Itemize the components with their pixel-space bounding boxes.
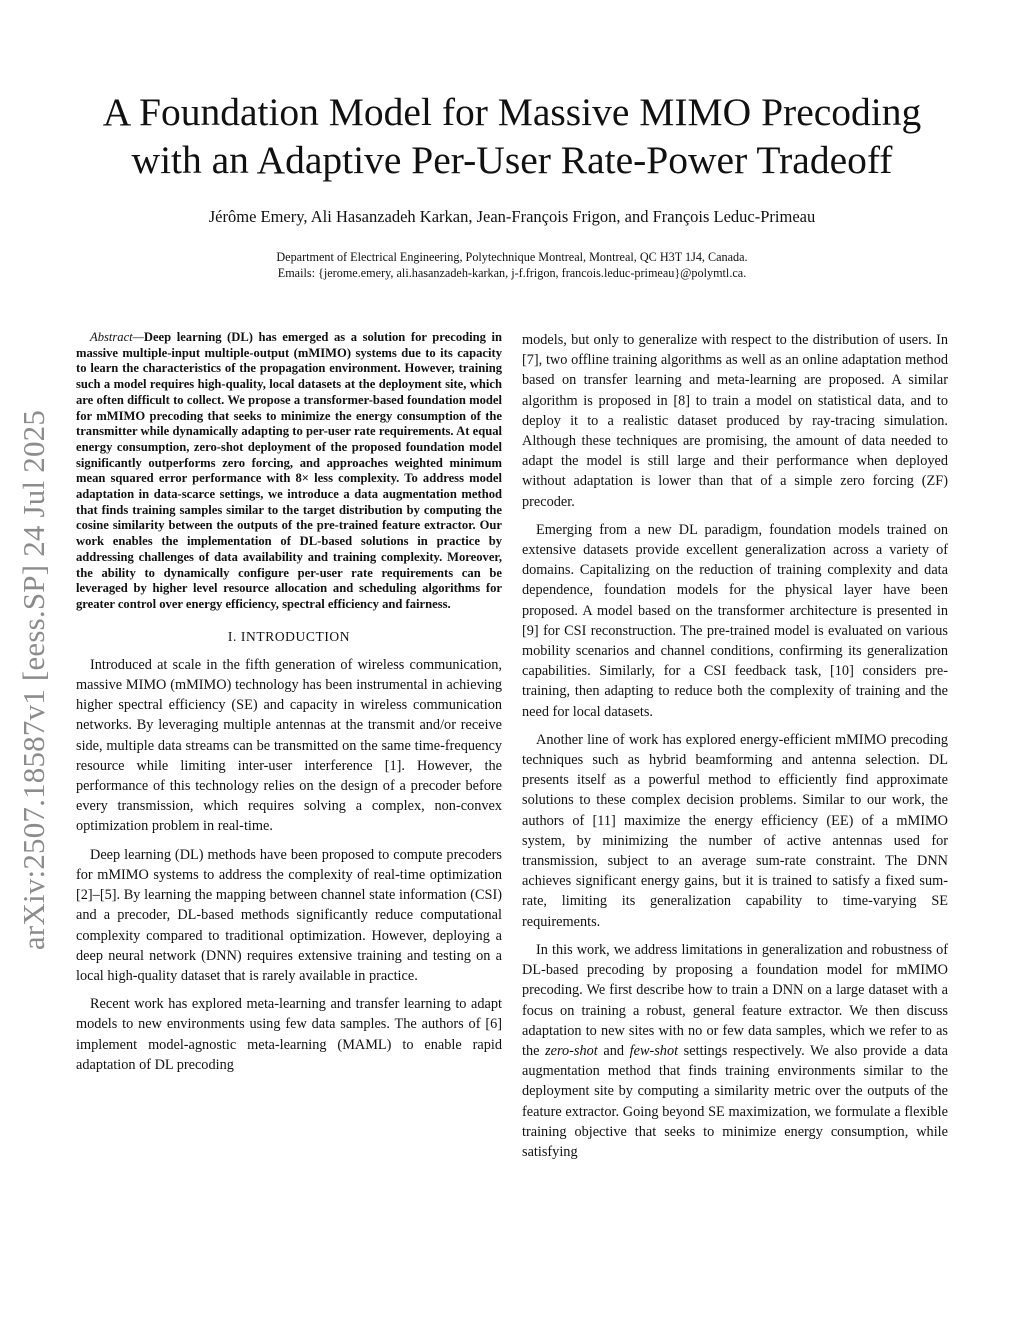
left-column [76, 330, 502, 1083]
affiliation-block [0, 249, 1024, 281]
abstract [76, 330, 502, 613]
abstract-text: Deep learning (DL) has emerged as a solution for precoding in massive multiple-input multiple-output (mMIMO) systems due to its capacity to learn the characteristics of the propagation environment. However, training such a model requires high-quality, local datasets at the deployment site, which are often difficult to collect. We propose a transformer-based foundation model for mMIMO precoding that seeks to minimize the energy consumption of the transmitter while dynamically adapting to per-user rate requirements. At equal energy consumption, zero-shot deployment of the proposed foundation model significantly outperforms zero forcing, and approaches weighted minimum mean squared error performance with 8× less complexity. To address model adaptation in data-scarce settings, we introduce a data augmentation method that finds training samples similar to the target distribution by computing the cosine similarity between the outputs of the pre-trained feature extractor. Our work enables the implementation of DL-based solutions in practice by addressing challenges of data availability and training complexity. Moreover, the ability to dynamically configure per-user rate requirements can be leveraged by higher level resource allocation and scheduling algorithms for greater control over energy efficiency, spectral efficiency and fairness. [76, 330, 502, 611]
intro-paragraph-5: Another line of work has explored energy-efficient mMIMO precoding techniques such as hybrid beamforming and antenna selection. DL presents itself as a powerful method to efficiently find approximate solutions to these complex decision problems. Similar to our work, the authors of [11] maximize the energy efficiency (EE) of a mMIMO system, by minimizing the number of active antennas used for transmission, subject to an average sum-rate constraint. The DNN achieves significant energy gains, but it is trained to satisfy a fixed sum-rate, limiting its generalization capability to time-varying SE requirements. [522, 731, 948, 930]
p6-text-c: settings respectively. We also provide a data augmentation method that finds training environments similar to the deployment site by computing a similarity metric over the outputs of the feature extractor. Going beyond SE maximization, we formulate a flexible training objective that seeks to minimize energy consumption, while satisfying [522, 1042, 949, 1160]
section-heading-introduction: I. INTRODUCTION [227, 628, 351, 644]
arxiv-identifier-text: arXiv:2507.18587v1 [eess.SP] 24 Jul 2025 [16, 409, 51, 951]
title-line-1: A Foundation Model for Massive MIMO Precoding [102, 90, 922, 134]
right-column [522, 330, 948, 1170]
p6-text-a: In this work, we address limitations in generalization and robustness of DL-based precoding by proposing a foundation model for mMIMO precoding. We first describe how to train a DNN on a large dataset with a focus on training a robust, general feature extractor. We then discuss adaptation to new sites with no or few data samples, which we refer to as the [522, 941, 948, 1059]
affiliation: Department of Electrical Engineering, Polytechnique Montreal, Montreal, QC H3T 1J4, Canada. [276, 250, 748, 264]
intro-paragraph-6 [522, 940, 948, 1162]
title-line-2: with an Adaptive Per-User Rate-Power Tradeoff [131, 138, 893, 182]
author-list: Jérôme Emery, Ali Hasanzadeh Karkan, Jean-François Frigon, and François Leduc-Primeau [208, 207, 816, 226]
p6-text-b: and [597, 1042, 630, 1059]
intro-paragraph-4: Emerging from a new DL paradigm, foundation models trained on extensive datasets provide excellent generalization across a variety of domains. Capitalizing on the reduction of training complexity and data dependence, foundation models for the physical layer have been proposed. A model based on the transformer architecture is presented in [9] for CSI reconstruction. The pre-trained model is evaluated on various mobility scenarios and channel conditions, confirming its generalization capabilities. Similarly, for a CSI feedback task, [10] considers pre-training, then adapting to reduce both the complexity of training and the need for local datasets. [522, 521, 948, 720]
abstract-label: Abstract— [90, 330, 144, 344]
p6-zero-shot: zero-shot [545, 1042, 598, 1059]
intro-paragraph-3-continued: models, but only to generalize with respect to the distribution of users. In [7], two offline training algorithms as well as an online adaptation method based on transfer learning and meta-learning are proposed. A similar algorithm is proposed in [8] to train a model on statistical data, and to deploy it to a realistic dataset produced by ray-tracing simulation. Although these techniques are promising, the amount of data needed to adapt the model is still large and their performance when deployed without adaptation is lower than that of a simple zero forcing (ZF) precoder. [522, 332, 948, 510]
intro-paragraph-3: Recent work has explored meta-learning and transfer learning to adapt models to new environments using few data samples. The authors of [6] implement model-agnostic meta-learning (MAML) to enable rapid adaptation of DL precoding [76, 996, 502, 1073]
p6-few-shot: few-shot [629, 1042, 679, 1059]
intro-paragraph-1: Introduced at scale in the fifth generation of wireless communication, massive MIMO (mMIMO) technology has been instrumental in achieving higher spectral efficiency (SE) and capacity in wireless communication networks. By leveraging multiple antennas at the transmit and/or receive side, multiple data streams can be transmitted on the same time-frequency resource while limiting inter-user interference [1]. However, the performance of this technology relies on the design of a precoder before every transmission, which requires solving a complex, non-convex optimization problem in real-time. [76, 656, 502, 835]
emails: Emails: {jerome.emery, ali.hasanzadeh-karkan, j-f.frigon, francois.leduc-primeau}@polymtl.ca. [277, 266, 747, 280]
paper-title [0, 88, 1024, 184]
arxiv-identifier [14, 368, 54, 992]
intro-paragraph-2: Deep learning (DL) methods have been proposed to compute precoders for mMIMO systems to address the complexity of real-time optimization [2]–[5]. By learning the mapping between channel state information (CSI) and a precoder, DL-based methods significantly reduce computational complexity compared to traditional optimization. However, deploying a deep neural network (DNN) requires extensive training and testing on a local high-quality dataset that is rarely available in practice. [76, 846, 502, 984]
